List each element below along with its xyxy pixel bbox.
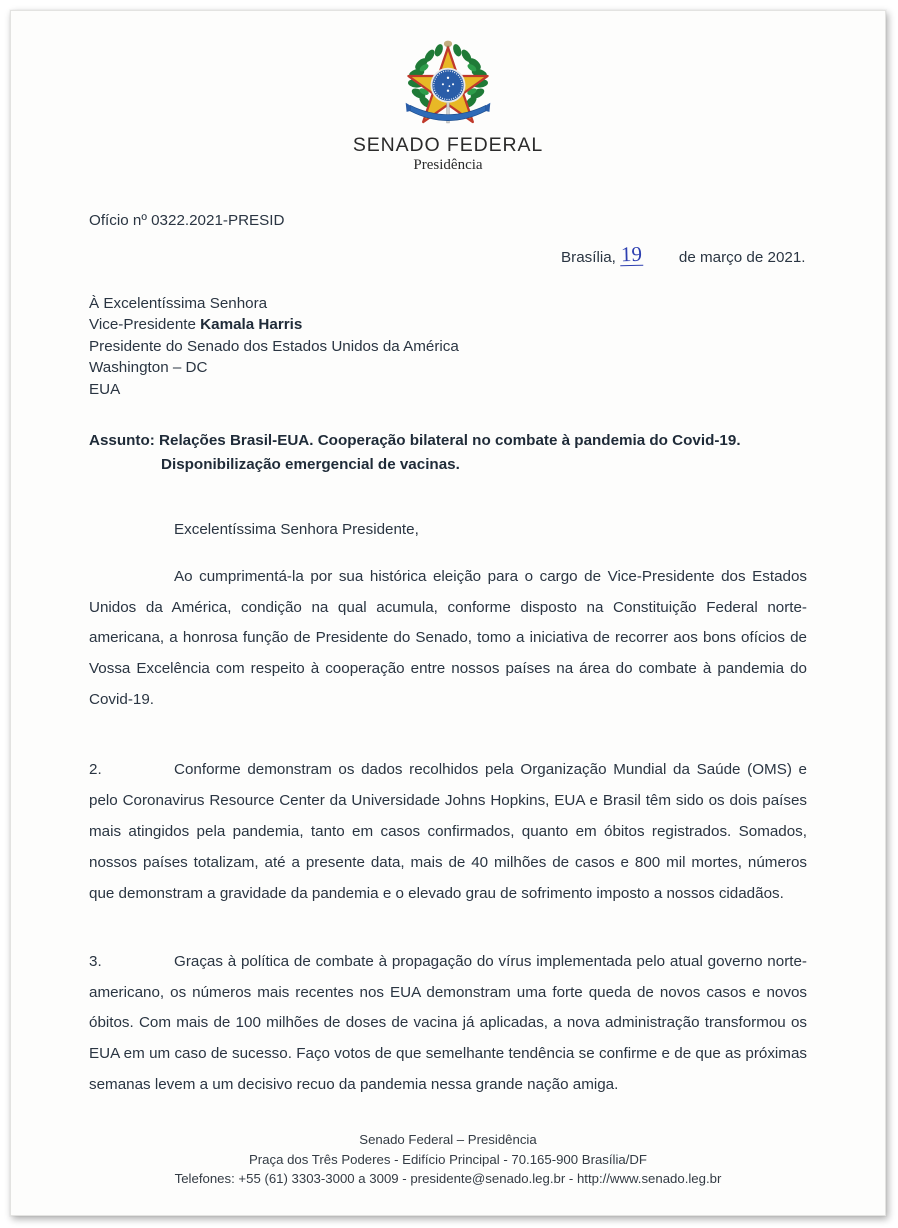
recipient-line-1: À Excelentíssima Senhora (89, 294, 268, 312)
recipient-title: Vice-Presidente (89, 316, 201, 334)
recipient-line-4: Washington – DC (89, 359, 208, 377)
footer-line-1: Senado Federal – Presidência (359, 1132, 537, 1148)
salutation: Excelentíssima Senhora Presidente, (174, 520, 419, 538)
paragraph-2-text: Conforme demonstram os dados recolhidos pela Organização Mundial da Saúde (OMS) e pelo Coronavirus Resource Center da Universidade Johns Hopkins, EUA e Brasil têm sido os dois países mais atingidos pela pandemia, tanto em casos confirmados, quanto em óbitos registrados. Somados, nossos países totalizam, até a presente data, mais de 40 milhões de casos e 800 mil mortes, números que demonstram a gravidade da pandemia e o elevado grau de sofrimento imposto a nossos cidadãos. (89, 761, 807, 902)
paragraph-1: Ao cumprimentá-la por sua histórica eleição para o cargo de Vice-Presidente dos Estados Unidos da América, condição na qual acumula, conforme disposto na Constituição Federal norte-americana, a honrosa função de Presidente do Senado, tomo a iniciativa de recorrer aos bons ofícios de Vossa Excelência com respeito à cooperação entre nossos países na área do combate à pandemia do Covid-19. (89, 567, 807, 709)
subject-block (89, 429, 807, 478)
footer-line-3: Telefones: +55 (61) 3303-3000 a 3009 - presidente@senado.leg.br - http://www.senado.leg.br (174, 1171, 722, 1187)
subject-line-1: Assunto: Relações Brasil-EUA. Cooperação bilateral no combate à pandemia do Covid-19. (89, 431, 741, 449)
reference-number: Ofício nº 0322.2021-PRESID (89, 211, 285, 229)
recipient-name: Kamala Harris (200, 316, 303, 334)
page-footer (89, 1130, 807, 1215)
handwritten-day: 19 (620, 241, 643, 266)
brazil-coat-of-arms-icon (402, 33, 494, 131)
organization-name: SENADO FEDERAL (352, 134, 544, 156)
date-line (89, 241, 807, 267)
document-sheet (10, 10, 886, 1216)
department-name: Presidência (413, 157, 483, 174)
recipient-line-3: Presidente do Senado dos Estados Unidos da América (89, 337, 459, 355)
letterhead (89, 11, 807, 175)
recipient-block (89, 293, 807, 401)
date-city: Brasília, (561, 248, 616, 266)
paragraph-2 (89, 755, 807, 909)
recipient-line-2 (89, 314, 807, 336)
subject-line-2: Disponibilização emergencial de vacinas. (161, 456, 460, 474)
paragraph-2-number: 2. (89, 761, 102, 779)
paragraph-3-text: Graças à política de combate à propagação do vírus implementada pelo atual governo norte-americano, os números mais recentes nos EUA demonstram uma forte queda de novos casos e novos óbitos. Com mais de 100 milhões de doses de vacina já aplicadas, a nova administração transformou os EUA em um caso de sucesso. Faço votos de que semelhante tendência se confirme e de que as próximas semanas levem a um decisivo recuo da pandemia nessa grande nação amiga. (89, 952, 807, 1094)
footer-line-2: Praça dos Três Poderes - Edifício Principal - 70.165-900 Brasília/DF (248, 1151, 647, 1167)
recipient-line-5: EUA (89, 380, 121, 398)
paragraph-3-number: 3. (89, 952, 102, 970)
date-remainder: de março de 2021. (678, 248, 806, 266)
paragraph-3 (89, 947, 807, 1101)
